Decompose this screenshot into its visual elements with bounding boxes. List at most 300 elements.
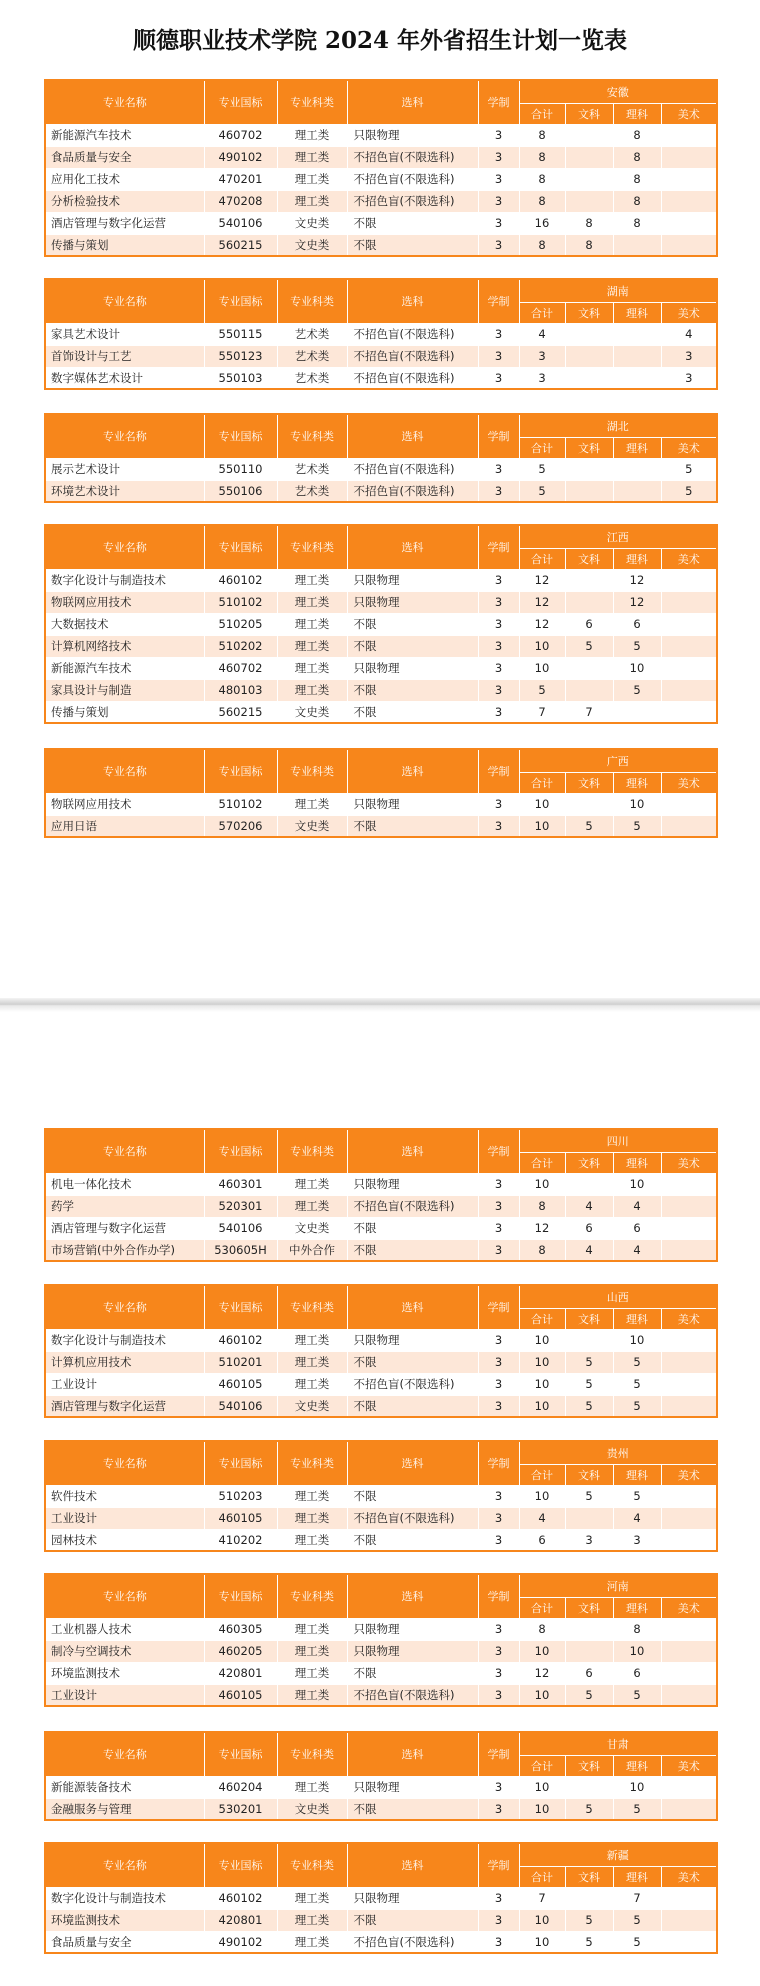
cell-total: 10 <box>519 1776 565 1798</box>
cell-total: 10 <box>519 1373 565 1395</box>
table-row <box>45 1329 717 1351</box>
cell-total: 8 <box>519 190 565 212</box>
header-code: 专业国标 <box>204 749 277 793</box>
province-name: 新疆 <box>519 1843 717 1866</box>
header-years: 学制 <box>478 1732 519 1776</box>
cell-science <box>613 480 661 502</box>
cell-code: 460102 <box>204 1329 277 1351</box>
cell-fine-arts <box>661 1887 717 1909</box>
cell-code: 510102 <box>204 793 277 815</box>
cell-years: 3 <box>478 1684 519 1706</box>
header-code: 专业国标 <box>204 1129 277 1173</box>
table-row <box>45 1217 717 1239</box>
cell-arts <box>565 124 613 146</box>
cell-arts <box>565 480 613 502</box>
cell-fine-arts <box>661 1173 717 1195</box>
cell-years: 3 <box>478 168 519 190</box>
cell-years: 3 <box>478 1173 519 1195</box>
cell-arts <box>565 793 613 815</box>
page-break-divider <box>0 998 760 1012</box>
cell-name: 工业设计 <box>45 1684 204 1706</box>
cell-elective: 不招色盲(不限选科) <box>347 345 478 367</box>
header-code: 专业国标 <box>204 525 277 569</box>
header-major: 专业名称 <box>45 1732 204 1776</box>
cell-science <box>613 345 661 367</box>
cell-arts: 6 <box>565 613 613 635</box>
cell-code: 560215 <box>204 701 277 723</box>
cell-name: 制冷与空调技术 <box>45 1640 204 1662</box>
header-science: 理科 <box>613 302 661 323</box>
cell-fine-arts <box>661 1217 717 1239</box>
table-row <box>45 146 717 168</box>
table-row <box>45 613 717 635</box>
cell-name: 应用日语 <box>45 815 204 837</box>
cell-total: 12 <box>519 569 565 591</box>
cell-science: 4 <box>613 1239 661 1261</box>
table-row <box>45 1529 717 1551</box>
cell-name: 工业设计 <box>45 1507 204 1529</box>
header-elective: 选科 <box>347 414 478 458</box>
header-total: 合计 <box>519 1755 565 1776</box>
province-name: 四川 <box>519 1129 717 1152</box>
cell-fine-arts <box>661 679 717 701</box>
header-total: 合计 <box>519 437 565 458</box>
header-code: 专业国标 <box>204 279 277 323</box>
cell-elective: 不限 <box>347 1529 478 1551</box>
cell-code: 540106 <box>204 1217 277 1239</box>
header-fine-arts: 美术 <box>661 437 717 458</box>
province-table-6 <box>44 1284 718 1418</box>
province-name: 湖南 <box>519 279 717 302</box>
cell-total: 12 <box>519 591 565 613</box>
cell-fine-arts <box>661 1351 717 1373</box>
header-elective: 选科 <box>347 1441 478 1485</box>
header-fine-arts: 美术 <box>661 772 717 793</box>
cell-code: 550115 <box>204 323 277 345</box>
cell-category: 理工类 <box>277 679 347 701</box>
page-title: 顺德职业技术学院 2024 年外省招生计划一览表 <box>132 27 628 54</box>
cell-elective: 只限物理 <box>347 657 478 679</box>
cell-total: 10 <box>519 1798 565 1820</box>
cell-elective: 只限物理 <box>347 124 478 146</box>
cell-elective: 只限物理 <box>347 569 478 591</box>
cell-name: 机电一体化技术 <box>45 1173 204 1195</box>
cell-category: 理工类 <box>277 1329 347 1351</box>
cell-code: 460105 <box>204 1373 277 1395</box>
table-row <box>45 345 717 367</box>
cell-arts <box>565 1618 613 1640</box>
header-category: 专业科类 <box>277 1732 347 1776</box>
cell-elective: 不招色盲(不限选科) <box>347 190 478 212</box>
cell-fine-arts <box>661 635 717 657</box>
cell-code: 420801 <box>204 1662 277 1684</box>
header-science: 理科 <box>613 1597 661 1618</box>
cell-name: 金融服务与管理 <box>45 1798 204 1820</box>
cell-code: 560215 <box>204 234 277 256</box>
header-years: 学制 <box>478 1129 519 1173</box>
header-total: 合计 <box>519 103 565 124</box>
cell-arts: 8 <box>565 234 613 256</box>
cell-years: 3 <box>478 1776 519 1798</box>
header-category: 专业科类 <box>277 525 347 569</box>
cell-name: 新能源装备技术 <box>45 1776 204 1798</box>
cell-years: 3 <box>478 1887 519 1909</box>
cell-elective: 不限 <box>347 1909 478 1931</box>
cell-years: 3 <box>478 190 519 212</box>
cell-years: 3 <box>478 635 519 657</box>
header-fine-arts: 美术 <box>661 548 717 569</box>
cell-science: 5 <box>613 679 661 701</box>
cell-years: 3 <box>478 1529 519 1551</box>
cell-name: 环境监测技术 <box>45 1662 204 1684</box>
cell-total: 5 <box>519 480 565 502</box>
cell-code: 550106 <box>204 480 277 502</box>
header-category: 专业科类 <box>277 80 347 124</box>
cell-science <box>613 367 661 389</box>
cell-code: 510203 <box>204 1485 277 1507</box>
header-arts: 文科 <box>565 1152 613 1173</box>
header-years: 学制 <box>478 1843 519 1887</box>
cell-years: 3 <box>478 345 519 367</box>
header-science: 理科 <box>613 1866 661 1887</box>
cell-elective: 只限物理 <box>347 1776 478 1798</box>
cell-category: 理工类 <box>277 635 347 657</box>
province-name: 河南 <box>519 1574 717 1597</box>
cell-code: 460702 <box>204 124 277 146</box>
cell-fine-arts <box>661 657 717 679</box>
cell-code: 460102 <box>204 569 277 591</box>
header-years: 学制 <box>478 1441 519 1485</box>
cell-category: 理工类 <box>277 1887 347 1909</box>
cell-science: 5 <box>613 1909 661 1931</box>
province-table-1 <box>44 278 718 390</box>
cell-category: 理工类 <box>277 1618 347 1640</box>
cell-category: 理工类 <box>277 657 347 679</box>
cell-arts: 6 <box>565 1217 613 1239</box>
cell-arts: 5 <box>565 1909 613 1931</box>
cell-elective: 不限 <box>347 1239 478 1261</box>
cell-total: 16 <box>519 212 565 234</box>
cell-years: 3 <box>478 793 519 815</box>
header-total: 合计 <box>519 548 565 569</box>
cell-total: 5 <box>519 458 565 480</box>
cell-category: 文史类 <box>277 234 347 256</box>
cell-elective: 不限 <box>347 1217 478 1239</box>
cell-years: 3 <box>478 1239 519 1261</box>
cell-elective: 只限物理 <box>347 1329 478 1351</box>
cell-code: 460102 <box>204 1887 277 1909</box>
cell-elective: 只限物理 <box>347 1640 478 1662</box>
header-total: 合计 <box>519 302 565 323</box>
cell-name: 环境艺术设计 <box>45 480 204 502</box>
cell-name: 物联网应用技术 <box>45 793 204 815</box>
cell-code: 550110 <box>204 458 277 480</box>
cell-category: 理工类 <box>277 569 347 591</box>
cell-code: 490102 <box>204 1931 277 1953</box>
header-science: 理科 <box>613 1464 661 1485</box>
cell-name: 园林技术 <box>45 1529 204 1551</box>
header-elective: 选科 <box>347 1843 478 1887</box>
cell-code: 470201 <box>204 168 277 190</box>
cell-code: 460204 <box>204 1776 277 1798</box>
header-elective: 选科 <box>347 80 478 124</box>
cell-science: 10 <box>613 1640 661 1662</box>
cell-category: 理工类 <box>277 146 347 168</box>
table-row <box>45 1776 717 1798</box>
header-elective: 选科 <box>347 1129 478 1173</box>
cell-category: 理工类 <box>277 1909 347 1931</box>
cell-name: 传播与策划 <box>45 701 204 723</box>
header-code: 专业国标 <box>204 414 277 458</box>
province-name: 江西 <box>519 525 717 548</box>
header-years: 学制 <box>478 749 519 793</box>
cell-years: 3 <box>478 480 519 502</box>
cell-name: 物联网应用技术 <box>45 591 204 613</box>
cell-fine-arts <box>661 793 717 815</box>
header-years: 学制 <box>478 414 519 458</box>
table-row <box>45 190 717 212</box>
cell-total: 4 <box>519 1507 565 1529</box>
header-science: 理科 <box>613 772 661 793</box>
table-row <box>45 124 717 146</box>
cell-elective: 不限 <box>347 1798 478 1820</box>
cell-elective: 只限物理 <box>347 1173 478 1195</box>
cell-category: 理工类 <box>277 124 347 146</box>
cell-elective: 不限 <box>347 234 478 256</box>
cell-total: 10 <box>519 635 565 657</box>
cell-science: 8 <box>613 1618 661 1640</box>
header-code: 专业国标 <box>204 1574 277 1618</box>
cell-science: 5 <box>613 1351 661 1373</box>
table-row <box>45 569 717 591</box>
province-table-0 <box>44 79 718 257</box>
province-table-10 <box>44 1842 718 1954</box>
cell-years: 3 <box>478 124 519 146</box>
cell-years: 3 <box>478 1909 519 1931</box>
cell-total: 5 <box>519 679 565 701</box>
cell-name: 药学 <box>45 1195 204 1217</box>
cell-elective: 只限物理 <box>347 1887 478 1909</box>
cell-years: 3 <box>478 591 519 613</box>
cell-years: 3 <box>478 323 519 345</box>
cell-name: 展示艺术设计 <box>45 458 204 480</box>
header-total: 合计 <box>519 1597 565 1618</box>
cell-fine-arts <box>661 212 717 234</box>
cell-elective: 不限 <box>347 679 478 701</box>
cell-name: 环境监测技术 <box>45 1909 204 1931</box>
cell-fine-arts <box>661 234 717 256</box>
cell-years: 3 <box>478 1373 519 1395</box>
province-table-5 <box>44 1128 718 1262</box>
cell-total: 10 <box>519 1329 565 1351</box>
cell-arts: 5 <box>565 1395 613 1417</box>
cell-code: 550123 <box>204 345 277 367</box>
cell-name: 家具艺术设计 <box>45 323 204 345</box>
cell-name: 酒店管理与数字化运营 <box>45 1217 204 1239</box>
cell-category: 文史类 <box>277 1395 347 1417</box>
cell-total: 12 <box>519 613 565 635</box>
table-row <box>45 1173 717 1195</box>
cell-science: 8 <box>613 212 661 234</box>
cell-science: 3 <box>613 1529 661 1551</box>
cell-arts: 5 <box>565 635 613 657</box>
header-arts: 文科 <box>565 772 613 793</box>
cell-arts <box>565 168 613 190</box>
header-category: 专业科类 <box>277 749 347 793</box>
cell-code: 530605H <box>204 1239 277 1261</box>
cell-name: 食品质量与安全 <box>45 1931 204 1953</box>
header-fine-arts: 美术 <box>661 1308 717 1329</box>
cell-total: 7 <box>519 701 565 723</box>
cell-years: 3 <box>478 1329 519 1351</box>
cell-name: 应用化工技术 <box>45 168 204 190</box>
cell-total: 10 <box>519 815 565 837</box>
table-row <box>45 1909 717 1931</box>
cell-code: 460301 <box>204 1173 277 1195</box>
cell-name: 酒店管理与数字化运营 <box>45 1395 204 1417</box>
cell-elective: 不限 <box>347 1662 478 1684</box>
cell-years: 3 <box>478 1485 519 1507</box>
cell-years: 3 <box>478 1798 519 1820</box>
cell-arts <box>565 1173 613 1195</box>
cell-science: 5 <box>613 1485 661 1507</box>
cell-fine-arts <box>661 146 717 168</box>
cell-years: 3 <box>478 1618 519 1640</box>
cell-category: 理工类 <box>277 1195 347 1217</box>
header-years: 学制 <box>478 525 519 569</box>
header-code: 专业国标 <box>204 1732 277 1776</box>
cell-science <box>613 458 661 480</box>
table-row <box>45 1195 717 1217</box>
cell-name: 新能源汽车技术 <box>45 124 204 146</box>
cell-total: 10 <box>519 793 565 815</box>
cell-science: 10 <box>613 793 661 815</box>
cell-fine-arts <box>661 190 717 212</box>
cell-category: 理工类 <box>277 168 347 190</box>
cell-science: 5 <box>613 1684 661 1706</box>
cell-years: 3 <box>478 1931 519 1953</box>
cell-category: 文史类 <box>277 815 347 837</box>
table-row <box>45 458 717 480</box>
header-elective: 选科 <box>347 749 478 793</box>
cell-fine-arts: 5 <box>661 458 717 480</box>
cell-years: 3 <box>478 1507 519 1529</box>
cell-arts: 8 <box>565 212 613 234</box>
cell-name: 首饰设计与工艺 <box>45 345 204 367</box>
cell-elective: 不限 <box>347 815 478 837</box>
table-row <box>45 1798 717 1820</box>
cell-category: 艺术类 <box>277 345 347 367</box>
cell-name: 分析检验技术 <box>45 190 204 212</box>
cell-code: 460105 <box>204 1507 277 1529</box>
cell-years: 3 <box>478 613 519 635</box>
cell-science: 5 <box>613 1798 661 1820</box>
header-total: 合计 <box>519 1152 565 1173</box>
cell-name: 家具设计与制造 <box>45 679 204 701</box>
header-category: 专业科类 <box>277 1285 347 1329</box>
province-name: 山西 <box>519 1285 717 1308</box>
cell-total: 7 <box>519 1887 565 1909</box>
header-science: 理科 <box>613 1755 661 1776</box>
header-arts: 文科 <box>565 103 613 124</box>
cell-name: 食品质量与安全 <box>45 146 204 168</box>
header-arts: 文科 <box>565 1464 613 1485</box>
table-row <box>45 1684 717 1706</box>
cell-code: 510205 <box>204 613 277 635</box>
cell-name: 计算机应用技术 <box>45 1351 204 1373</box>
cell-name: 市场营销(中外合作办学) <box>45 1239 204 1261</box>
cell-total: 10 <box>519 1173 565 1195</box>
cell-category: 理工类 <box>277 793 347 815</box>
cell-elective: 不招色盲(不限选科) <box>347 323 478 345</box>
cell-arts <box>565 1640 613 1662</box>
header-major: 专业名称 <box>45 749 204 793</box>
header-total: 合计 <box>519 772 565 793</box>
table-row <box>45 1351 717 1373</box>
cell-science: 12 <box>613 569 661 591</box>
cell-code: 550103 <box>204 367 277 389</box>
table-row <box>45 679 717 701</box>
cell-years: 3 <box>478 1195 519 1217</box>
cell-code: 490102 <box>204 146 277 168</box>
header-category: 专业科类 <box>277 1574 347 1618</box>
cell-fine-arts <box>661 1529 717 1551</box>
cell-science <box>613 323 661 345</box>
cell-category: 文史类 <box>277 1217 347 1239</box>
cell-category: 艺术类 <box>277 323 347 345</box>
cell-elective: 只限物理 <box>347 591 478 613</box>
cell-category: 理工类 <box>277 1173 347 1195</box>
cell-arts: 6 <box>565 1662 613 1684</box>
table-row <box>45 323 717 345</box>
cell-total: 10 <box>519 1684 565 1706</box>
cell-category: 理工类 <box>277 1485 347 1507</box>
cell-science: 10 <box>613 657 661 679</box>
header-major: 专业名称 <box>45 1441 204 1485</box>
cell-years: 3 <box>478 1662 519 1684</box>
cell-fine-arts <box>661 701 717 723</box>
header-total: 合计 <box>519 1866 565 1887</box>
cell-science: 5 <box>613 1373 661 1395</box>
cell-code: 480103 <box>204 679 277 701</box>
cell-science: 5 <box>613 1395 661 1417</box>
cell-code: 540106 <box>204 1395 277 1417</box>
cell-name: 酒店管理与数字化运营 <box>45 212 204 234</box>
cell-fine-arts: 5 <box>661 480 717 502</box>
header-category: 专业科类 <box>277 279 347 323</box>
cell-total: 8 <box>519 1195 565 1217</box>
cell-years: 3 <box>478 367 519 389</box>
header-arts: 文科 <box>565 437 613 458</box>
cell-code: 540106 <box>204 212 277 234</box>
header-arts: 文科 <box>565 1866 613 1887</box>
cell-fine-arts: 3 <box>661 345 717 367</box>
cell-years: 3 <box>478 657 519 679</box>
cell-elective: 不招色盲(不限选科) <box>347 1195 478 1217</box>
cell-category: 理工类 <box>277 1640 347 1662</box>
table-row <box>45 591 717 613</box>
header-fine-arts: 美术 <box>661 103 717 124</box>
cell-total: 12 <box>519 1662 565 1684</box>
cell-science: 8 <box>613 190 661 212</box>
cell-fine-arts <box>661 1931 717 1953</box>
header-major: 专业名称 <box>45 414 204 458</box>
cell-fine-arts <box>661 1618 717 1640</box>
cell-years: 3 <box>478 1217 519 1239</box>
header-arts: 文科 <box>565 1597 613 1618</box>
table-row <box>45 480 717 502</box>
cell-fine-arts <box>661 1776 717 1798</box>
